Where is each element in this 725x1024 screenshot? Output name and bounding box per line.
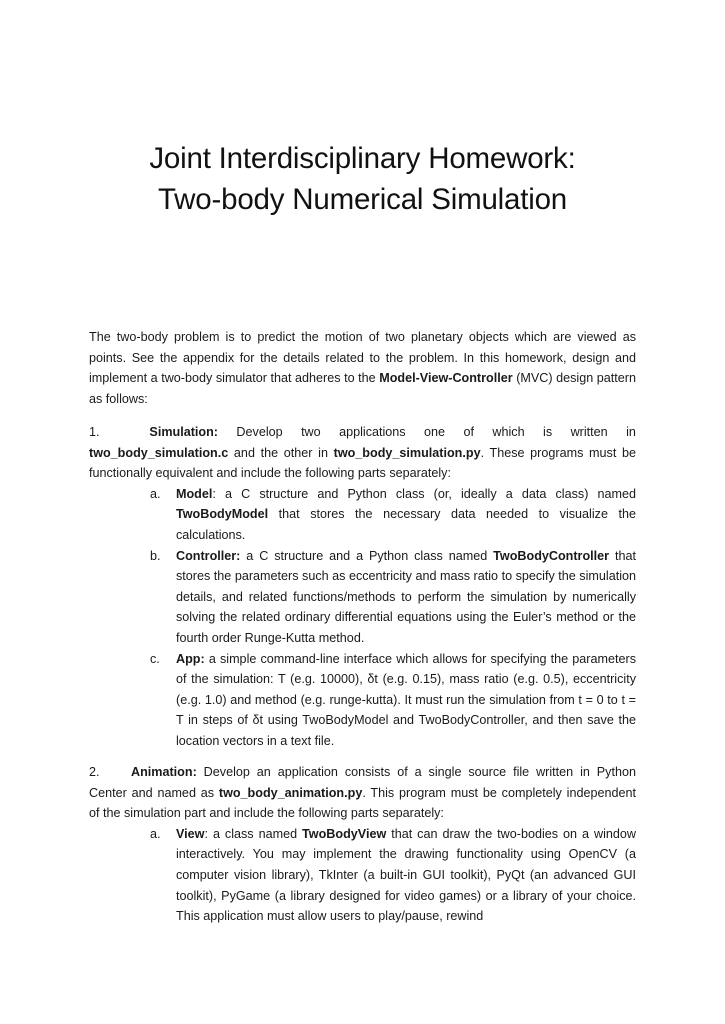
section-1-body (89, 443, 636, 484)
text: a simple command-line interface which allows for specifying the parameters of the simulation: T (e.g. 10000), δt (e.g. 0.15), mass ratio (e.g. 0.5), eccentricity (e.g. 1.0) and method (e.g. runge-kutta). It must run the simulation from t = 0 to t = T in steps of δt using TwoBodyModel and TwoBodyController, and then save the location vectors in a text file. (176, 651, 636, 748)
filename-py: two_body_simulation.py (333, 445, 481, 460)
section-simulation (89, 422, 636, 752)
filename-animation-py: two_body_animation.py (218, 785, 363, 800)
list-item-label: Controller: (176, 548, 241, 563)
word: of (463, 425, 474, 439)
class-name: TwoBodyModel (176, 507, 269, 522)
list-marker: a. (150, 826, 161, 841)
list-item-controller (89, 546, 636, 649)
text: that stores the parameters such as eccentricity and mass ratio to specify the simulation details, and related functions/methods to perform the simulation by numerically solving the related ordinary differential equations using the Euler’s method or the fourth order Runge-Kutta method. (176, 548, 636, 645)
filename-c: two_body_simulation.c (89, 445, 229, 460)
list-item-label: App: (176, 651, 205, 666)
section-2-body (89, 762, 636, 824)
list-marker: a. (150, 486, 161, 501)
word: is (543, 425, 553, 439)
section-2-number: 2. (89, 765, 100, 779)
word: one (424, 425, 446, 439)
section-2-list (89, 824, 636, 927)
word: in (626, 425, 636, 439)
list-item-label: View (176, 826, 205, 841)
text: that stores the necessary data needed to visualize the calculations. (176, 507, 636, 542)
section-1-number: 1. (89, 425, 100, 439)
section-1-list (89, 484, 636, 752)
list-item-app (89, 649, 636, 752)
text: and the other in (228, 445, 334, 460)
word: applications (339, 425, 406, 439)
text: : a C structure and Python class (or, ideally a data class) named (212, 486, 636, 501)
list-marker: b. (150, 548, 161, 563)
word: written (570, 425, 608, 439)
text: that can draw the two-bodies on a window interactively. You may implement the drawing functionality using OpenCV (a computer vision library), TkInter (a built-in GUI toolkit), PyQt (an advanced GUI toolkit), PyGame (a library designed for video games) or a library of your choice. This application must allow users to play/pause, rewind (176, 826, 636, 924)
title-line-2: Two-body Numerical Simulation (157, 183, 567, 216)
list-marker: c. (150, 651, 160, 666)
intro-paragraph (89, 327, 636, 409)
section-1-heading: Simulation: (149, 425, 218, 439)
intro-text-end: (MVC) design pattern as follows: (89, 371, 636, 406)
word: which (492, 425, 525, 439)
class-name: TwoBodyView (302, 826, 387, 841)
text: Develop an application consists of a single source file written in Python Center and named as (89, 765, 636, 800)
section-1-first-line (89, 422, 636, 443)
text: : a class named (204, 826, 303, 841)
intro-text: The two-body problem is to predict the motion of two planetary objects which are viewed as points. See the appendix for the details related to the problem. In this homework, design and implement a two-body simulator that adheres to the (89, 330, 636, 386)
list-item-label: Model (176, 486, 213, 501)
section-2-heading: Animation: (131, 765, 197, 779)
word: two (301, 425, 321, 439)
class-name: TwoBodyController (493, 548, 610, 563)
list-item-view (89, 824, 636, 927)
text: a C structure and a Python class named (240, 548, 494, 563)
document-title (0, 138, 725, 220)
text: . These programs must be functionally equivalent and include the following parts separately: (89, 445, 636, 481)
section-animation (89, 762, 636, 927)
word: Develop (236, 425, 283, 439)
text: . This program must be completely independent of the simulation part and include the following parts separately: (89, 785, 636, 821)
intro-bold-mvc: Model-View-Controller (379, 371, 513, 386)
title-line-1: Joint Interdisciplinary Homework: (149, 142, 576, 175)
list-item-model (89, 484, 636, 546)
